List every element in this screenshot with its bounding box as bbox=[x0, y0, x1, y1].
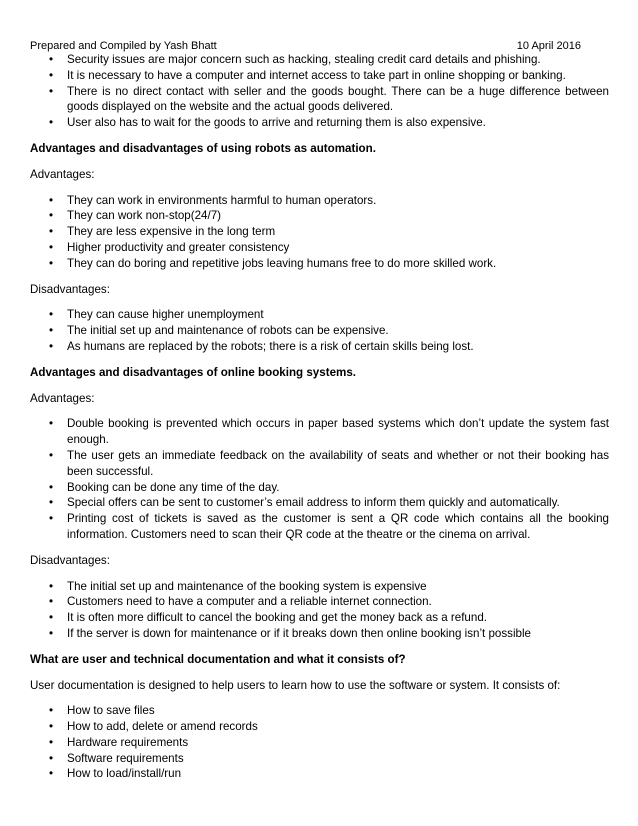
bullet-list bbox=[30, 416, 609, 542]
list-item: • How to load/install/run bbox=[30, 766, 609, 782]
list-item: • Security issues are major concern such as hacking, stealing credit card details and phishing. bbox=[30, 52, 609, 68]
list-item: • They can work non-stop(24/7) bbox=[30, 208, 609, 224]
list-item: • There is no direct contact with seller and the goods bought. There can be a huge difference between goods displayed on the website and the actual goods delivered. bbox=[30, 84, 609, 116]
list-item: • If the server is down for maintenance or if it breaks down then online booking isn’t possible bbox=[30, 626, 609, 642]
list-item: • Higher productivity and greater consistency bbox=[30, 240, 609, 256]
list-item: • They can do boring and repetitive jobs leaving humans free to do more skilled work. bbox=[30, 256, 609, 272]
bullet-list bbox=[30, 579, 609, 642]
page-header bbox=[30, 39, 581, 53]
list-item: • Software requirements bbox=[30, 751, 609, 767]
list-item: • Hardware requirements bbox=[30, 735, 609, 751]
bullet-list bbox=[30, 307, 609, 354]
list-item: • They are less expensive in the long term bbox=[30, 224, 609, 240]
subsection-label: Advantages: bbox=[30, 391, 95, 405]
header-author: Prepared and Compiled by Yash Bhatt bbox=[30, 40, 217, 52]
bullet-list bbox=[30, 52, 609, 131]
list-item: • Special offers can be sent to customer’s email address to inform them quickly and automatically. bbox=[30, 495, 609, 511]
list-item: • Booking can be done any time of the day. bbox=[30, 480, 609, 496]
list-item: • User also has to wait for the goods to arrive and returning them is also expensive. bbox=[30, 115, 609, 131]
section-heading: What are user and technical documentation and what it consists of? bbox=[30, 652, 406, 666]
list-item: • As humans are replaced by the robots; there is a risk of certain skills being lost. bbox=[30, 339, 609, 355]
list-item: • They can cause higher unemployment bbox=[30, 307, 609, 323]
header-date: 10 April 2016 bbox=[516, 40, 581, 52]
subsection-label: Disadvantages: bbox=[30, 553, 110, 567]
paragraph: User documentation is designed to help users to learn how to use the software or system. It consists of: bbox=[30, 678, 561, 692]
list-item: • Printing cost of tickets is saved as the customer is sent a QR code which contains all the booking information. Customers need to scan their QR code at the theatre or the cinema on arrival. bbox=[30, 511, 609, 543]
list-item: • Customers need to have a computer and a reliable internet connection. bbox=[30, 594, 609, 610]
subsection-label: Disadvantages: bbox=[30, 282, 110, 296]
list-item: • Double booking is prevented which occurs in paper based systems which don’t update the system fast enough. bbox=[30, 416, 609, 448]
list-item: • It is necessary to have a computer and internet access to take part in online shopping or banking. bbox=[30, 68, 609, 84]
bullet-list bbox=[30, 193, 609, 272]
list-item: • They can work in environments harmful to human operators. bbox=[30, 193, 609, 209]
list-item: • It is often more difficult to cancel the booking and get the money back as a refund. bbox=[30, 610, 609, 626]
list-item: • The initial set up and maintenance of the booking system is expensive bbox=[30, 579, 609, 595]
list-item: • The initial set up and maintenance of robots can be expensive. bbox=[30, 323, 609, 339]
list-item: • How to save files bbox=[30, 703, 609, 719]
list-item: • How to add, delete or amend records bbox=[30, 719, 609, 735]
section-heading: Advantages and disadvantages of online booking systems. bbox=[30, 365, 356, 379]
list-item: • The user gets an immediate feedback on the availability of seats and whether or not their booking has been successful. bbox=[30, 448, 609, 480]
subsection-label: Advantages: bbox=[30, 167, 95, 181]
section-heading: Advantages and disadvantages of using robots as automation. bbox=[30, 141, 376, 155]
document-body bbox=[30, 52, 609, 782]
bullet-list bbox=[30, 703, 609, 782]
